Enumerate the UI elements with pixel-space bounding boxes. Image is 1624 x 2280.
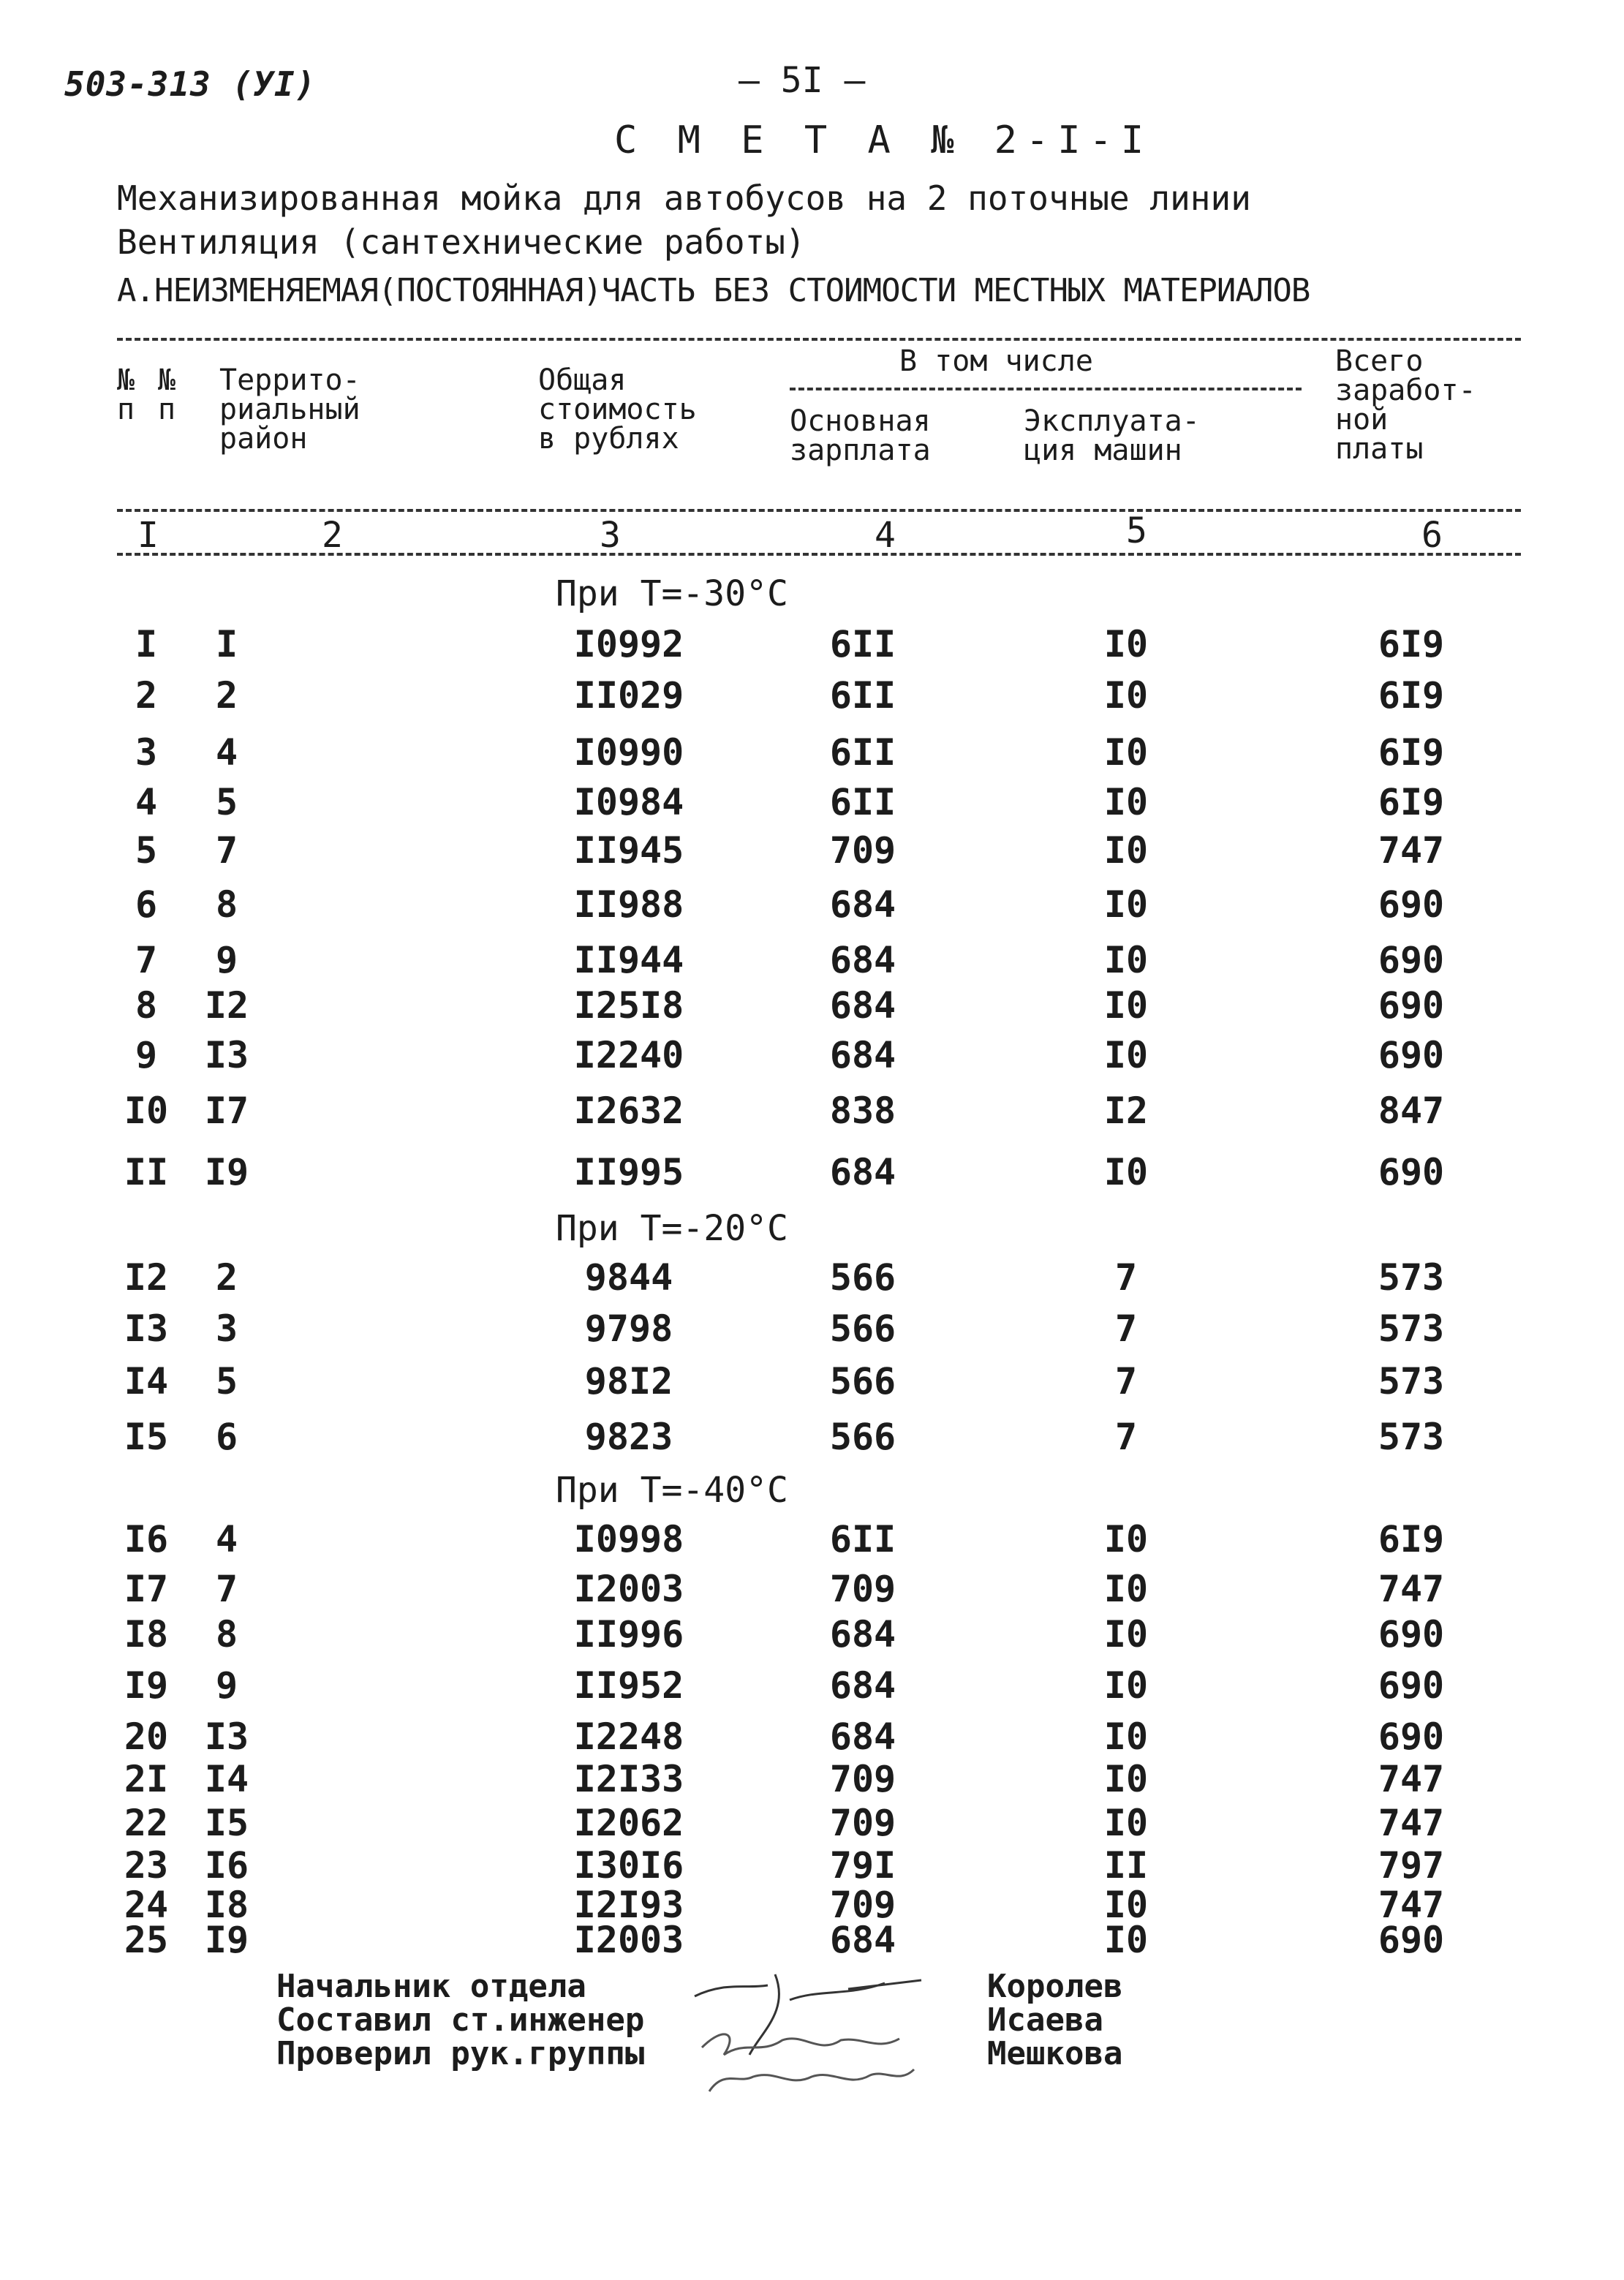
cell-territory: I3 [204, 1715, 249, 1758]
cell-total-cost: I30I6 [573, 1844, 684, 1887]
cell-total-cost: II029 [573, 674, 684, 717]
table-row [0, 1664, 1624, 1708]
cell-total-salary: 690 [1378, 939, 1445, 981]
cell-machine-op: I0 [1103, 1151, 1149, 1193]
cell-base-salary: 684 [829, 1151, 896, 1193]
cell-no: 20 [124, 1715, 169, 1758]
cell-base-salary: 684 [829, 1715, 896, 1758]
cell-total-cost: II988 [573, 883, 684, 926]
cell-total-cost: I2I93 [573, 1884, 684, 1926]
cell-total-cost: I0984 [573, 781, 684, 823]
cell-base-salary: 6II [829, 781, 896, 823]
table-row [0, 1151, 1624, 1195]
cell-no: 4 [135, 781, 158, 823]
cell-base-salary: 709 [829, 1568, 896, 1610]
cell-no: 8 [135, 984, 158, 1027]
handwritten-signatures-graphic [680, 1967, 987, 2106]
cell-total-cost: I2062 [573, 1802, 684, 1844]
cell-territory: I6 [204, 1844, 249, 1887]
cell-territory: 8 [215, 1613, 238, 1656]
cell-base-salary: 6II [829, 1518, 896, 1560]
cell-total-cost: I25I8 [573, 984, 684, 1027]
cell-total-cost: I0998 [573, 1518, 684, 1560]
cell-territory: 4 [215, 731, 238, 774]
cell-machine-op: I0 [1103, 1568, 1149, 1610]
cell-total-salary: 6I9 [1378, 731, 1445, 774]
cell-territory: 7 [215, 1568, 238, 1610]
cell-no: I7 [124, 1568, 169, 1610]
cell-no: 23 [124, 1844, 169, 1887]
group-rule [790, 388, 1302, 390]
cell-machine-op: I0 [1103, 1758, 1149, 1800]
cell-no: I8 [124, 1613, 169, 1656]
cell-no: II [124, 1151, 169, 1193]
cell-territory: 7 [215, 829, 238, 872]
cell-base-salary: 566 [829, 1360, 896, 1403]
cell-no: I6 [124, 1518, 169, 1560]
col-header-territory: Террито- риальный район [219, 363, 360, 456]
table-row [0, 1518, 1624, 1562]
cell-total-salary: 690 [1378, 984, 1445, 1027]
cell-machine-op: I0 [1103, 883, 1149, 926]
cell-territory: I9 [204, 1151, 249, 1193]
cell-total-salary: 6I9 [1378, 1518, 1445, 1560]
table-row [0, 1090, 1624, 1133]
cell-machine-op: 7 [1114, 1307, 1138, 1350]
cell-machine-op: I0 [1103, 1919, 1149, 1961]
cell-total-cost: II952 [573, 1664, 684, 1707]
cell-machine-op: I0 [1103, 1613, 1149, 1656]
cell-no: I5 [124, 1416, 169, 1458]
cell-base-salary: 684 [829, 1034, 896, 1076]
cell-base-salary: 6II [829, 674, 896, 717]
page-number: – 5I – [739, 60, 866, 101]
cell-total-salary: 6I9 [1378, 781, 1445, 823]
cell-no: I2 [124, 1256, 169, 1299]
cell-total-salary: 690 [1378, 1664, 1445, 1707]
cell-total-salary: 690 [1378, 883, 1445, 926]
cell-total-cost: I2248 [573, 1715, 684, 1758]
cell-machine-op: 7 [1114, 1416, 1138, 1458]
cell-total-salary: 847 [1378, 1090, 1445, 1132]
cell-no: I3 [124, 1307, 169, 1350]
cell-total-cost: 9844 [584, 1256, 673, 1299]
cell-total-cost: I2003 [573, 1568, 684, 1610]
cell-base-salary: 684 [829, 939, 896, 981]
cell-total-salary: 690 [1378, 1919, 1445, 1961]
cell-base-salary: 79I [829, 1844, 896, 1887]
cell-base-salary: 566 [829, 1307, 896, 1350]
cell-machine-op: I0 [1103, 939, 1149, 981]
cell-total-cost: I0992 [573, 623, 684, 665]
cell-total-salary: 573 [1378, 1256, 1445, 1299]
table-row [0, 1844, 1624, 1888]
cell-total-salary: 690 [1378, 1715, 1445, 1758]
table-row [0, 1416, 1624, 1460]
cell-base-salary: 6II [829, 731, 896, 774]
cell-base-salary: 709 [829, 1758, 896, 1800]
cell-total-cost: II996 [573, 1613, 684, 1656]
cell-machine-op: I0 [1103, 1034, 1149, 1076]
cell-total-cost: I2I33 [573, 1758, 684, 1800]
cell-base-salary: 6II [829, 623, 896, 665]
cell-territory: I5 [204, 1802, 249, 1844]
table-row [0, 1613, 1624, 1657]
cell-base-salary: 709 [829, 1802, 896, 1844]
col-number-3: 3 [600, 515, 621, 556]
cell-machine-op: I0 [1103, 1715, 1149, 1758]
col-header-row-num: № п [117, 363, 135, 426]
cell-no: 2 [135, 674, 158, 717]
table-row [0, 939, 1624, 983]
table-row [0, 1919, 1624, 1963]
cell-base-salary: 684 [829, 883, 896, 926]
cell-total-salary: 6I9 [1378, 674, 1445, 717]
cell-territory: 5 [215, 1360, 238, 1403]
cell-machine-op: I0 [1103, 1884, 1149, 1926]
estimate-title: С М Е Т А № 2-I-I [614, 118, 1153, 162]
cell-machine-op: I0 [1103, 731, 1149, 774]
cell-total-cost: I2632 [573, 1090, 684, 1132]
cell-total-cost: II944 [573, 939, 684, 981]
cell-territory: 9 [215, 1664, 238, 1707]
cell-territory: 3 [215, 1307, 238, 1350]
table-row [0, 1360, 1624, 1404]
col-number-1: I [137, 515, 159, 556]
cell-no: I9 [124, 1664, 169, 1707]
cell-total-cost: I2240 [573, 1034, 684, 1076]
document-code: 503-313 (УI) [64, 64, 317, 104]
cell-total-cost: I0990 [573, 731, 684, 774]
cell-total-salary: 6I9 [1378, 623, 1445, 665]
cell-base-salary: 709 [829, 1884, 896, 1926]
cell-territory: 9 [215, 939, 238, 981]
cell-machine-op: I0 [1103, 984, 1149, 1027]
signature-roles: Начальник отдела Составил ст.инженер Проверил рук.группы [276, 1968, 645, 2072]
cell-no: I [135, 623, 158, 665]
cell-total-salary: 747 [1378, 1758, 1445, 1800]
table-row [0, 1256, 1624, 1300]
cell-no: 7 [135, 939, 158, 981]
cell-territory: I7 [204, 1090, 249, 1132]
cell-territory: 8 [215, 883, 238, 926]
cell-territory: I8 [204, 1884, 249, 1926]
cell-no: 2I [124, 1758, 169, 1800]
cell-base-salary: 838 [829, 1090, 896, 1132]
cell-no: I0 [124, 1090, 169, 1132]
cell-total-salary: 797 [1378, 1844, 1445, 1887]
cell-total-salary: 690 [1378, 1151, 1445, 1193]
col-header-base-salary: Основная зарплата [790, 404, 931, 467]
cell-territory: 5 [215, 781, 238, 823]
part-heading: А.НЕИЗМЕНЯЕМАЯ(ПОСТОЯННАЯ)ЧАСТЬ БЕЗ СТОИМОСТИ МЕСТНЫХ МАТЕРИАЛОВ [117, 272, 1310, 309]
table-row [0, 829, 1624, 873]
col-header-machine-operation: Эксплуата- ция машин [1024, 404, 1200, 467]
cell-machine-op: I0 [1103, 829, 1149, 872]
cell-territory: I9 [204, 1919, 249, 1961]
cell-total-salary: 747 [1378, 829, 1445, 872]
cell-machine-op: 7 [1114, 1256, 1138, 1299]
table-row [0, 731, 1624, 775]
cell-total-salary: 573 [1378, 1416, 1445, 1458]
cell-total-salary: 690 [1378, 1613, 1445, 1656]
cell-total-cost: II995 [573, 1151, 684, 1193]
cell-base-salary: 566 [829, 1416, 896, 1458]
cell-base-salary: 684 [829, 1919, 896, 1961]
cell-territory: I4 [204, 1758, 249, 1800]
cell-machine-op: I0 [1103, 1518, 1149, 1560]
col-number-2: 2 [322, 515, 343, 556]
table-row [0, 781, 1624, 825]
cell-machine-op: I0 [1103, 674, 1149, 717]
cell-total-cost: 98I2 [584, 1360, 673, 1403]
cell-total-salary: 747 [1378, 1884, 1445, 1926]
header-number-rule-top [117, 509, 1521, 512]
table-row [0, 1568, 1624, 1612]
table-row [0, 1715, 1624, 1759]
table-row [0, 674, 1624, 718]
section-label-minus30: При Т=-30°С [556, 573, 788, 614]
col-header-row-num-2: № п [158, 363, 176, 426]
cell-territory: 2 [215, 674, 238, 717]
col-header-total-salary: Всего заработ- ной платы [1335, 344, 1476, 466]
header-top-rule [117, 338, 1521, 341]
table-row [0, 984, 1624, 1028]
cell-no: I4 [124, 1360, 169, 1403]
table-row [0, 623, 1624, 667]
cell-base-salary: 684 [829, 984, 896, 1027]
table-row [0, 1758, 1624, 1802]
col-header-total-cost: Общая стоимость в рублях [538, 363, 697, 456]
cell-total-salary: 747 [1378, 1568, 1445, 1610]
cell-no: 3 [135, 731, 158, 774]
cell-total-salary: 747 [1378, 1802, 1445, 1844]
cell-machine-op: I0 [1103, 1802, 1149, 1844]
cell-total-cost: 9823 [584, 1416, 673, 1458]
table-row [0, 1307, 1624, 1351]
cell-territory: I3 [204, 1034, 249, 1076]
table-row [0, 1802, 1624, 1846]
cell-machine-op: II [1103, 1844, 1149, 1887]
cell-base-salary: 566 [829, 1256, 896, 1299]
work-type: Вентиляция (сантехнические работы) [117, 222, 806, 262]
cell-no: 25 [124, 1919, 169, 1961]
cell-base-salary: 684 [829, 1664, 896, 1707]
cell-machine-op: I0 [1103, 623, 1149, 665]
object-description: Механизированная мойка для автобусов на 2 поточные линии [117, 178, 1251, 218]
header-number-rule-bottom [117, 553, 1521, 556]
cell-machine-op: I0 [1103, 1664, 1149, 1707]
cell-no: 5 [135, 829, 158, 872]
table-row [0, 1034, 1624, 1078]
cell-machine-op: 7 [1114, 1360, 1138, 1403]
col-number-4: 4 [875, 515, 896, 556]
cell-total-cost: I2003 [573, 1919, 684, 1961]
cell-base-salary: 709 [829, 829, 896, 872]
table-row [0, 883, 1624, 927]
col-header-group: В том числе [899, 344, 1093, 378]
cell-no: 24 [124, 1884, 169, 1926]
section-label-minus20: При Т=-20°С [556, 1208, 788, 1249]
cell-no: 22 [124, 1802, 169, 1844]
col-number-5: 5 [1126, 510, 1147, 551]
cell-territory: 2 [215, 1256, 238, 1299]
cell-base-salary: 684 [829, 1613, 896, 1656]
cell-territory: 6 [215, 1416, 238, 1458]
col-number-6: 6 [1421, 515, 1443, 556]
section-label-minus40: При Т=-40°С [556, 1470, 788, 1511]
cell-total-salary: 573 [1378, 1360, 1445, 1403]
cell-no: 9 [135, 1034, 158, 1076]
cell-total-salary: 690 [1378, 1034, 1445, 1076]
cell-total-salary: 573 [1378, 1307, 1445, 1350]
cell-territory: I2 [204, 984, 249, 1027]
cell-total-cost: 9798 [584, 1307, 673, 1350]
cell-total-cost: II945 [573, 829, 684, 872]
signature-names: Королев Исаева Мешкова [987, 1968, 1123, 2072]
cell-no: 6 [135, 883, 158, 926]
cell-territory: 4 [215, 1518, 238, 1560]
cell-territory: I [215, 623, 238, 665]
cell-machine-op: I0 [1103, 781, 1149, 823]
cell-machine-op: I2 [1103, 1090, 1149, 1132]
